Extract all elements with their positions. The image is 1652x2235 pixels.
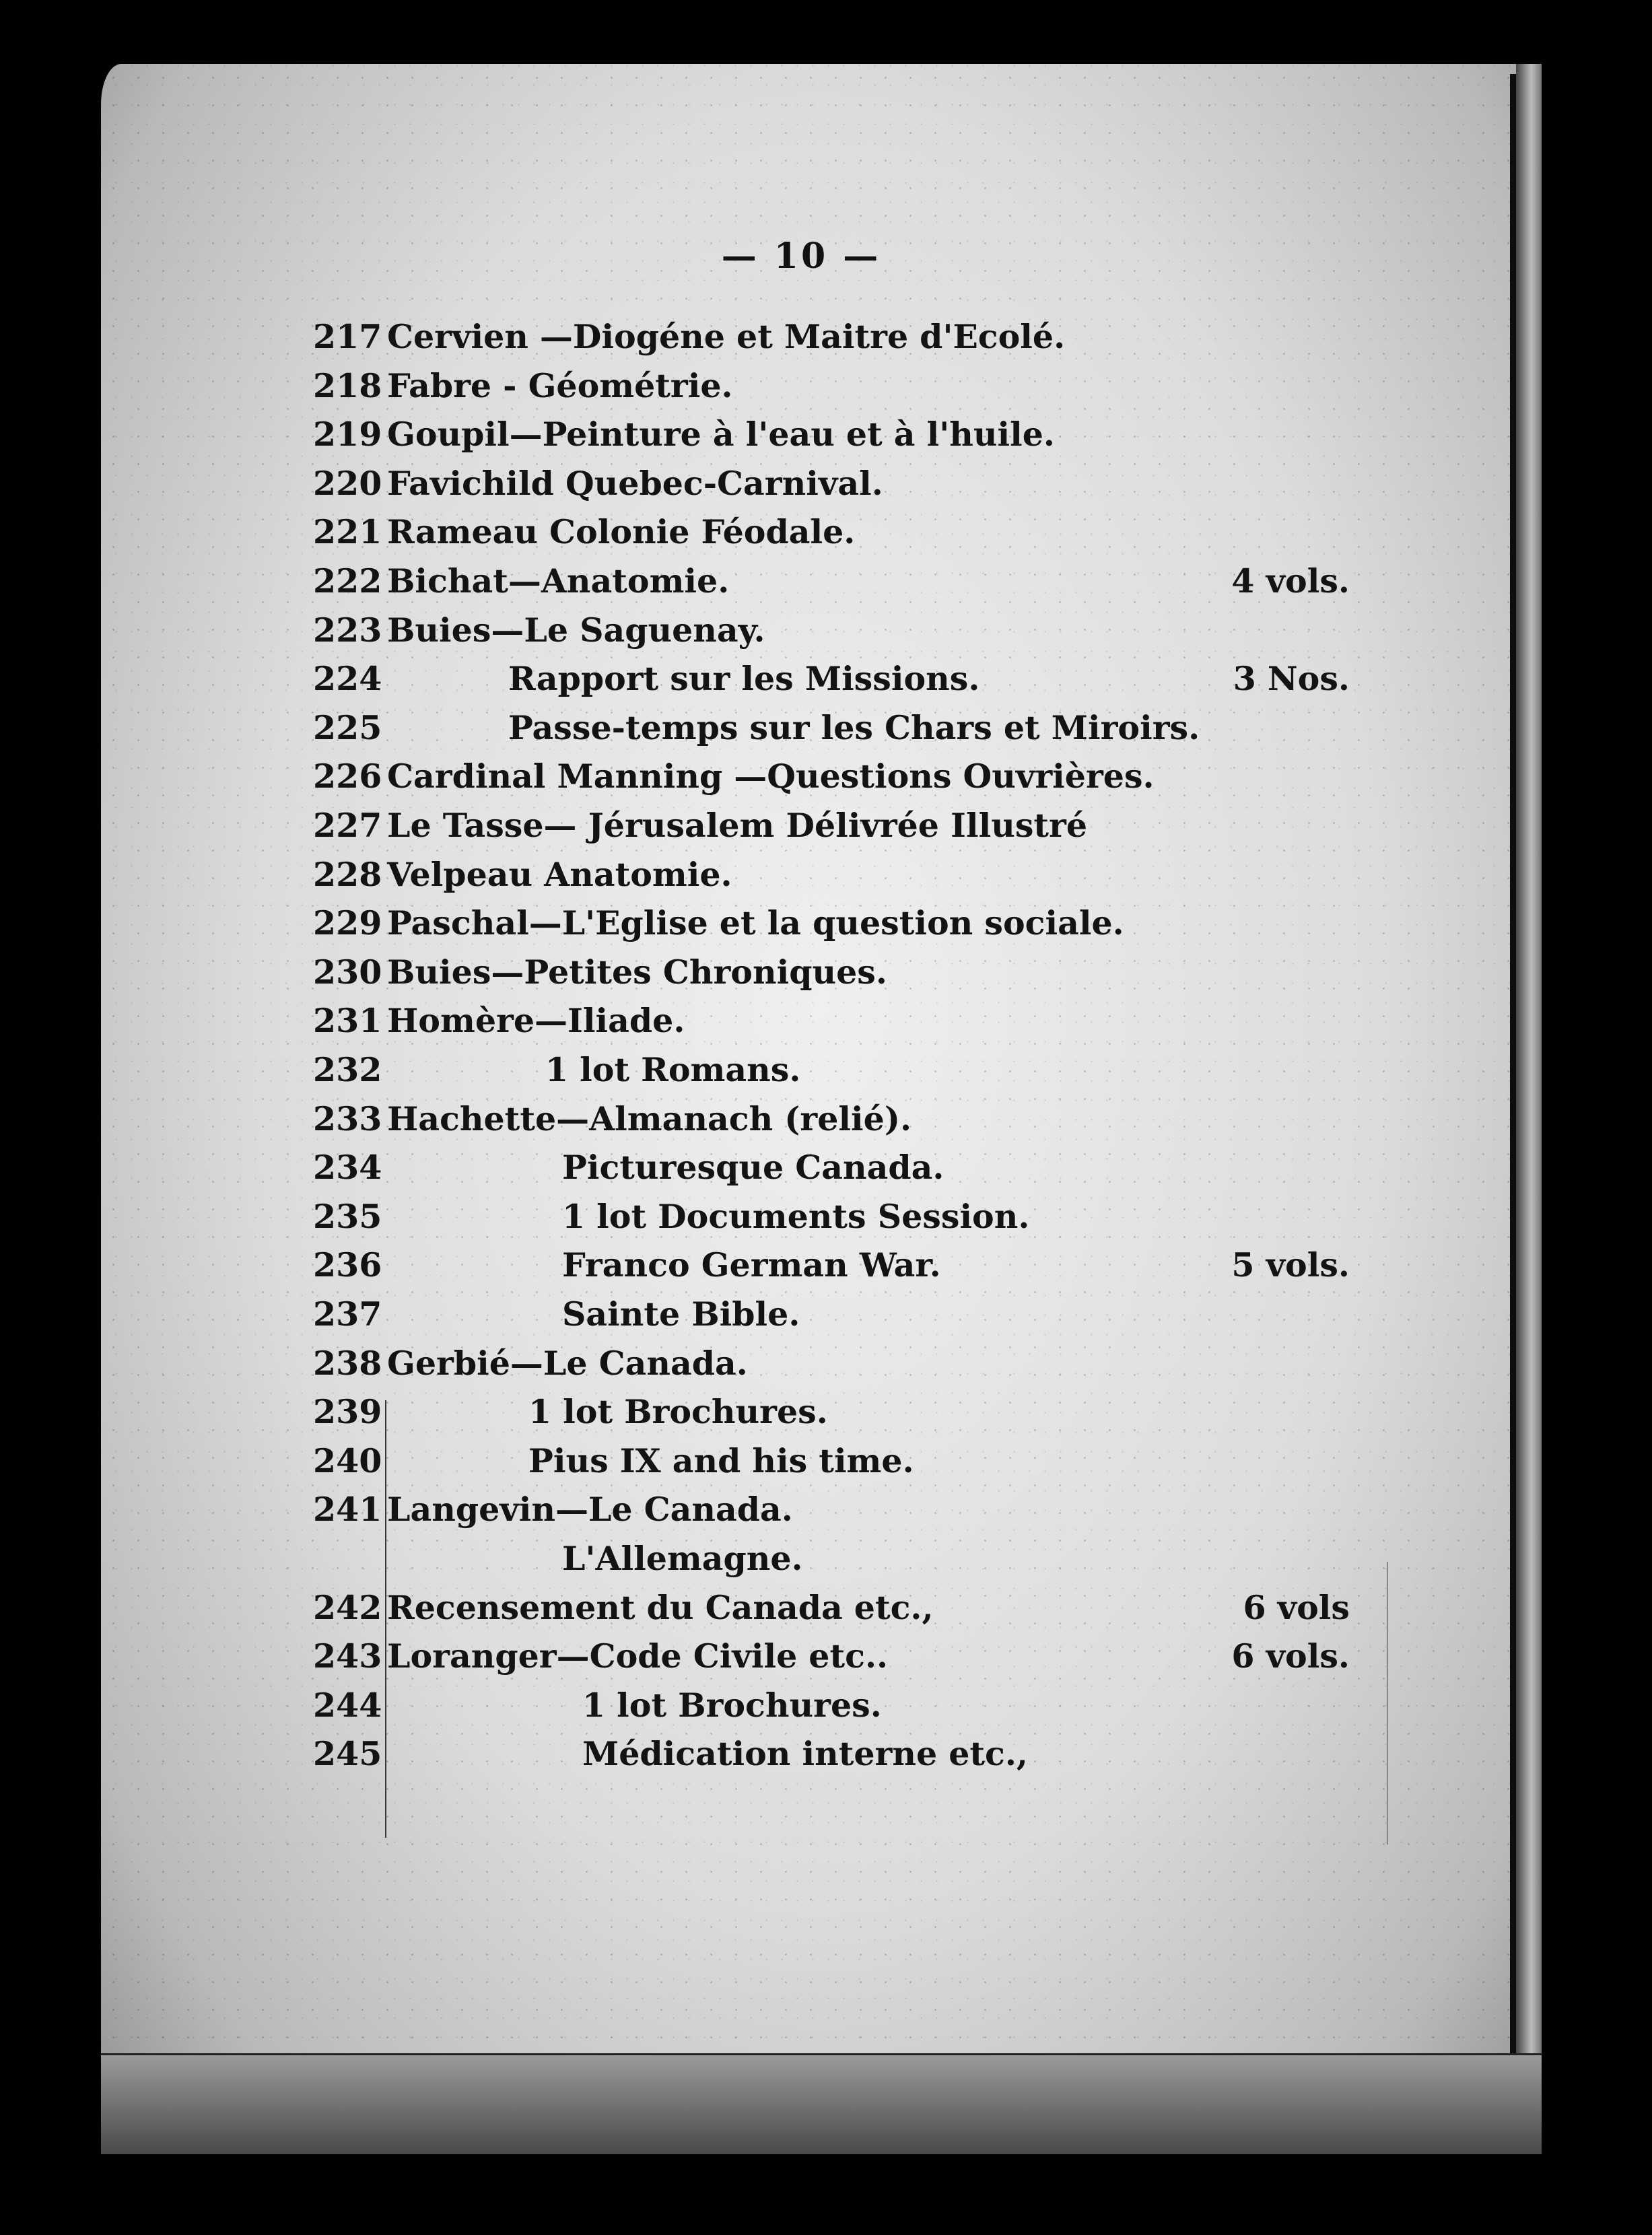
entry-title: Goupil—Peinture à l'eau et à l'huile. bbox=[387, 415, 1055, 454]
catalogue-entry bbox=[313, 1046, 1363, 1093]
entry-number: 226 bbox=[313, 757, 382, 796]
entry-title: 1 lot Documents Session. bbox=[562, 1196, 1030, 1236]
catalogue-entry bbox=[313, 1437, 1363, 1484]
entry-title: Langevin—Le Canada. bbox=[387, 1490, 793, 1529]
entry-title: Rapport sur les Missions. bbox=[508, 659, 980, 699]
catalogue-entry bbox=[313, 753, 1363, 800]
entry-title: 1 lot Romans. bbox=[545, 1050, 801, 1089]
entry-number: 228 bbox=[313, 854, 382, 894]
entry-quantity: 6 vols bbox=[1243, 1587, 1350, 1627]
entry-number: 222 bbox=[313, 561, 382, 600]
catalogue-entry bbox=[313, 1388, 1363, 1435]
entry-title: Hachette—Almanach (relié). bbox=[387, 1099, 912, 1138]
entry-number: 218 bbox=[313, 366, 382, 405]
entry-number: 235 bbox=[313, 1196, 382, 1236]
catalogue-entry bbox=[313, 704, 1363, 751]
catalogue-entry bbox=[313, 1241, 1363, 1288]
entry-title: Cervien —Diogéne et Maitre d'Ecolé. bbox=[387, 317, 1066, 356]
catalogue-entry bbox=[313, 607, 1363, 654]
catalogue-entry bbox=[313, 1144, 1363, 1191]
entry-number: 223 bbox=[313, 610, 382, 650]
entry-number: 217 bbox=[313, 317, 382, 356]
catalogue-entry bbox=[313, 1340, 1363, 1387]
page-folio: — 10 — bbox=[721, 236, 881, 277]
catalogue-entry bbox=[313, 802, 1363, 849]
catalogue-entry bbox=[313, 1682, 1363, 1729]
entry-number: 230 bbox=[313, 952, 382, 992]
entry-number: 225 bbox=[313, 708, 382, 747]
entry-title: Picturesque Canada. bbox=[562, 1148, 944, 1188]
entry-number: 233 bbox=[313, 1099, 382, 1138]
entry-number: 243 bbox=[313, 1637, 382, 1676]
catalogue-entry bbox=[313, 557, 1363, 605]
catalogue-entry bbox=[313, 313, 1363, 360]
entry-number: 234 bbox=[313, 1148, 382, 1188]
entry-title: Le Tasse— Jérusalem Délivrée Illustré bbox=[387, 806, 1088, 845]
entry-quantity: 5 vols. bbox=[1231, 1245, 1350, 1285]
catalogue-entry bbox=[313, 997, 1363, 1044]
catalogue-entry bbox=[313, 1095, 1363, 1142]
entry-number: 237 bbox=[313, 1295, 382, 1334]
catalogue-entry bbox=[313, 460, 1363, 507]
entry-number: 239 bbox=[313, 1392, 382, 1432]
catalogue-entry bbox=[313, 1193, 1363, 1240]
entry-number: 242 bbox=[313, 1587, 382, 1627]
entry-title: L'Allemagne. bbox=[562, 1539, 803, 1578]
entry-title: Favichild Quebec-Carnival. bbox=[387, 463, 883, 503]
entry-number: 236 bbox=[313, 1245, 382, 1285]
entry-quantity: 3 Nos. bbox=[1233, 659, 1350, 699]
entry-title: Franco German War. bbox=[562, 1245, 941, 1285]
entry-number: 231 bbox=[313, 1001, 382, 1041]
entry-number: 238 bbox=[313, 1343, 382, 1383]
entry-title: 1 lot Brochures. bbox=[528, 1392, 828, 1432]
entry-title: 1 lot Brochures. bbox=[582, 1685, 882, 1725]
entry-title: Médication interne etc., bbox=[582, 1734, 1028, 1774]
entry-title: Rameau Colonie Féodale. bbox=[387, 512, 856, 552]
entry-quantity: 6 vols. bbox=[1231, 1637, 1350, 1676]
entry-title: Loranger—Code Civile etc.. bbox=[387, 1637, 889, 1676]
entry-number: 221 bbox=[313, 512, 382, 552]
entry-number: 245 bbox=[313, 1734, 382, 1774]
entry-title: Fabre - Géométrie. bbox=[387, 366, 733, 405]
entry-title: Homère—Iliade. bbox=[387, 1001, 685, 1041]
entry-number: 240 bbox=[313, 1441, 382, 1480]
entry-title: Paschal—L'Eglise et la question sociale. bbox=[387, 903, 1124, 943]
catalogue-entry bbox=[313, 655, 1363, 702]
entry-number: 244 bbox=[313, 1685, 382, 1725]
entry-title: Passe-temps sur les Chars et Miroirs. bbox=[508, 708, 1200, 747]
entry-number: 220 bbox=[313, 463, 382, 503]
entry-title: Bichat—Anatomie. bbox=[387, 561, 730, 600]
entry-title: Pius IX and his time. bbox=[528, 1441, 914, 1480]
catalogue-entry bbox=[313, 411, 1363, 458]
catalogue-entry bbox=[313, 851, 1363, 898]
entry-title: Sainte Bible. bbox=[562, 1295, 800, 1334]
catalogue-entry bbox=[313, 508, 1363, 555]
entry-number: 241 bbox=[313, 1490, 382, 1529]
catalogue-entry bbox=[313, 899, 1363, 947]
entry-title: Gerbié—Le Canada. bbox=[387, 1343, 748, 1383]
entry-title: Buies—Petites Chroniques. bbox=[387, 952, 887, 992]
entry-number: 232 bbox=[313, 1050, 382, 1089]
entry-title: Buies—Le Saguenay. bbox=[387, 610, 765, 650]
catalogue-entry bbox=[313, 1632, 1363, 1680]
catalogue-entry bbox=[313, 949, 1363, 996]
catalogue-entry bbox=[313, 1584, 1363, 1631]
entry-title: Recensement du Canada etc., bbox=[387, 1587, 934, 1627]
catalogue-entry bbox=[313, 1535, 1363, 1582]
catalogue-entry bbox=[313, 1486, 1363, 1533]
entry-number: 229 bbox=[313, 903, 382, 943]
entry-number: 227 bbox=[313, 806, 382, 845]
catalogue-entry bbox=[313, 362, 1363, 409]
entry-title: Cardinal Manning —Questions Ouvrières. bbox=[387, 757, 1155, 796]
entry-quantity: 4 vols. bbox=[1231, 561, 1350, 600]
entry-title: Velpeau Anatomie. bbox=[387, 854, 732, 894]
catalogue-entry bbox=[313, 1291, 1363, 1338]
entry-number: 224 bbox=[313, 659, 382, 699]
catalogue-entry bbox=[313, 1730, 1363, 1777]
entry-number: 219 bbox=[313, 415, 382, 454]
